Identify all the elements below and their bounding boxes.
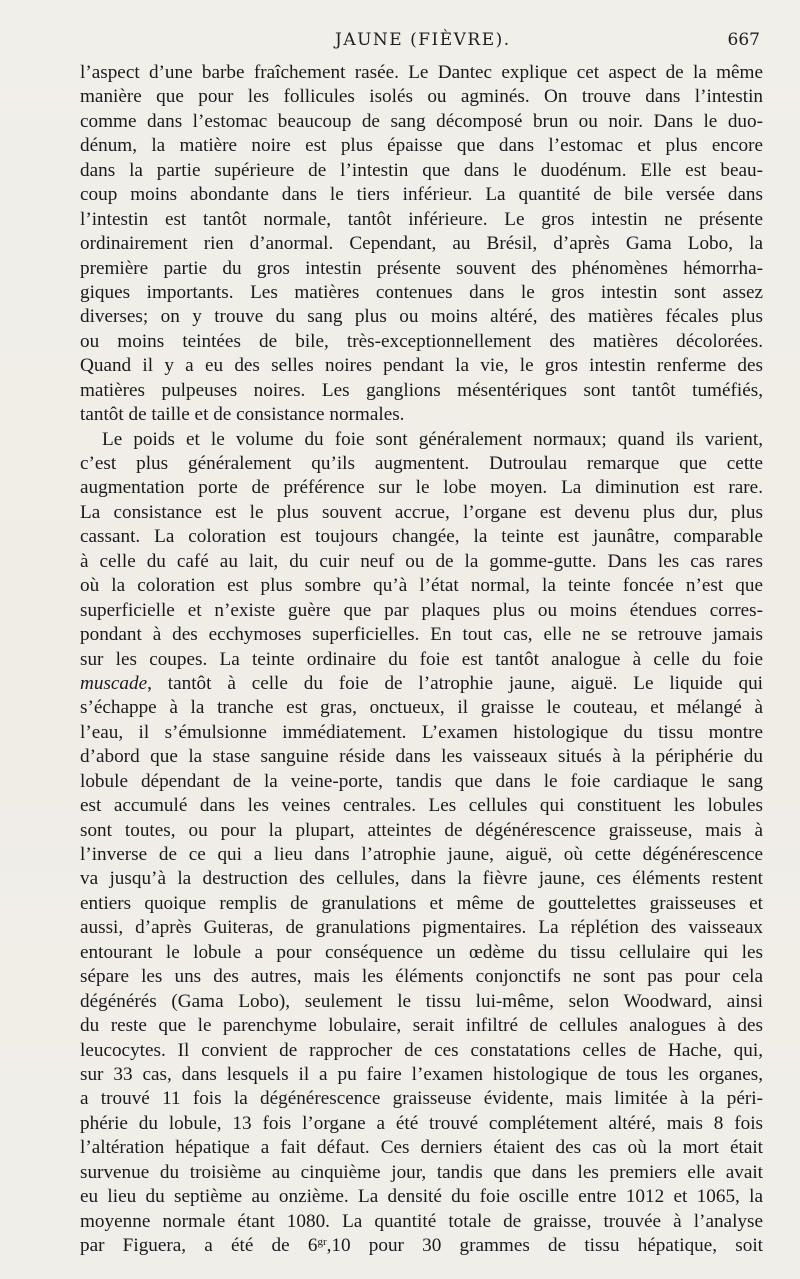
text-line: sur les coupes. La teinte ordinaire du foie est tantôt analogue à celle du foie bbox=[80, 648, 763, 670]
text-line: l’eau, il s’émulsionne immédiatement. L’examen histologique du tissu montre bbox=[80, 721, 763, 743]
line-continuation: , tantôt à celle du foie de l’atrophie jaune, aiguë. Le liquide qui bbox=[147, 672, 763, 694]
text-line: lobule dépendant de la veine-porte, tandis que dans le foie cardiaque le sang bbox=[80, 770, 763, 792]
text-line: coup moins abondante dans le tiers inférieur. La quantité de bile versée dans bbox=[80, 184, 763, 206]
italic-term: muscade bbox=[80, 672, 148, 694]
text-line: à celle du café au lait, du cuir neuf ou de la gomme-gutte. Dans les cas rares bbox=[80, 550, 763, 572]
text-line: pondant à des ecchymoses superficielles. En tout cas, elle ne se retrouve jamais bbox=[80, 624, 763, 646]
text-line: sur 33 cas, dans lesquels il a pu faire l’examen histologique de tous les organes, bbox=[80, 1063, 763, 1085]
paragraph-start-line: Le poids et le volume du foie sont généralement normaux; quand ils varient, bbox=[102, 428, 763, 450]
line-end: ,10 pour 30 grammes de tissu hépatique, soit bbox=[326, 1235, 763, 1256]
text-line: La consistance est le plus souvent accrue, l’organe est devenu plus dur, plus bbox=[80, 501, 763, 523]
text-line: est accumulé dans les veines centrales. Les cellules qui constituent les lobules bbox=[80, 795, 763, 817]
body-text bbox=[80, 61, 763, 1258]
text-line: eu lieu du septième au onzième. La densité du foie oscille entre 1012 et 1065, la bbox=[80, 1186, 763, 1208]
text-line: d’abord que la stase sanguine réside dans les vaisseaux situés à la périphérie du bbox=[80, 746, 763, 768]
text-line: première partie du gros intestin présente souvent des phénomènes hémorrha- bbox=[80, 257, 763, 279]
text-line: moyenne normale étant 1080. La quantité totale de graisse, trouvée à l’analyse bbox=[80, 1210, 763, 1232]
gram-superscript: gr bbox=[317, 1236, 327, 1248]
line-start: par Figuera, a été de 6 bbox=[80, 1235, 318, 1256]
text-line: phérie du lobule, 13 fois l’organe a été trouvé complétement altéré, mais 8 fois bbox=[80, 1112, 763, 1134]
page-number: 667 bbox=[727, 30, 760, 50]
text-line: matières pulpeuses noires. Les ganglions mésentériques sont tantôt tuméfiés, bbox=[80, 379, 763, 401]
text-line: l’altération hépatique a fait défaut. Ces derniers étaient des cas où la mort était bbox=[80, 1137, 763, 1159]
text-line: aussi, d’après Guiteras, de granulations pigmentaires. La réplétion des vaisseaux bbox=[80, 917, 763, 939]
text-line: dégénérés (Gama Lobo), seulement le tissu lui-même, selon Woodward, ainsi bbox=[80, 990, 763, 1012]
text-line: l’intestin est tantôt normale, tantôt inférieure. Le gros intestin ne présente bbox=[80, 208, 763, 230]
text-line: Quand il y a eu des selles noires pendant la vie, le gros intestin renferme des bbox=[80, 355, 763, 377]
text-line: leucocytes. Il convient de rapprocher de ces constatations celles de Hache, qui, bbox=[80, 1039, 763, 1061]
text-line: sont toutes, ou pour la plupart, atteintes de dégénérescence graisseuse, mais à bbox=[80, 819, 763, 841]
text-line: sépare les uns des autres, mais les éléments conjonctifs ne sont pas pour cela bbox=[80, 966, 763, 988]
text-line: s’échappe à la tranche est gras, onctueux, il graisse le couteau, et mélangé à bbox=[80, 697, 763, 719]
text-line: c’est plus généralement qu’ils augmentent. Dutroulau remarque que cette bbox=[80, 453, 763, 474]
text-line: superficielle et n’existe guère que par plaques plus ou moins étendues corres- bbox=[80, 599, 763, 621]
running-title: JAUNE (FIÈVRE). bbox=[335, 30, 511, 50]
text-line: giques importants. Les matières contenues dans le gros intestin sont assez bbox=[80, 281, 763, 303]
paragraph-end-line: tantôt de taille et de consistance normales. bbox=[80, 404, 405, 426]
text-line: comme dans l’estomac beaucoup de sang décomposé brun ou noir. Dans le duo- bbox=[80, 110, 763, 132]
text-line-with-superscript bbox=[80, 1234, 763, 1258]
text-line: ordinairement rien d’anormal. Cependant, au Brésil, d’après Gama Lobo, la bbox=[80, 233, 763, 255]
text-line: diverses; on y trouve du sang plus ou moins altéré, des matières fécales plus bbox=[80, 306, 763, 328]
text-line: où la coloration est plus sombre qu’à l’état normal, la teinte foncée n’est que bbox=[80, 575, 763, 597]
text-line: survenue du troisième au cinquième jour, tandis que dans les premiers elle avait bbox=[80, 1161, 763, 1183]
text-line: l’aspect d’une barbe fraîchement rasée. Le Dantec explique cet aspect de la même bbox=[80, 62, 763, 83]
text-line: augmentation porte de préférence sur le lobe moyen. La diminution est rare. bbox=[80, 477, 763, 499]
text-line: dénum, la matière noire est plus épaisse que dans l’estomac et plus encore bbox=[80, 135, 763, 157]
text-line: cassant. La coloration est toujours changée, la teinte est jaunâtre, comparable bbox=[80, 526, 763, 548]
text-line: a trouvé 11 fois la dégénérescence graisseuse évidente, mais limitée à la péri- bbox=[80, 1088, 763, 1110]
text-line: entourant le lobule a pour conséquence un œdème du tissu cellulaire qui les bbox=[80, 941, 763, 963]
text-line: va jusqu’à la destruction des cellules, dans la fièvre jaune, ces éléments restent bbox=[80, 868, 763, 890]
text-line: du reste que le parenchyme lobulaire, serait infiltré de cellules analogues à des bbox=[80, 1015, 763, 1037]
text-line: dans la partie supérieure de l’intestin que dans le duodénum. Elle est beau- bbox=[80, 159, 763, 181]
text-line: manière que pour les follicules isolés ou agminés. On trouve dans l’intestin bbox=[80, 86, 763, 108]
text-line: entiers quoique remplis de granulations et même de gouttelettes graisseuses et bbox=[80, 892, 763, 914]
text-line: ou moins teintées de bile, très-exceptionnellement des matières décolorées. bbox=[80, 330, 763, 352]
page-header bbox=[80, 30, 760, 58]
text-line-with-italic bbox=[80, 672, 763, 696]
text-line: l’inverse de ce qui a lieu dans l’atrophie jaune, aiguë, où cette dégénérescence bbox=[80, 844, 763, 865]
